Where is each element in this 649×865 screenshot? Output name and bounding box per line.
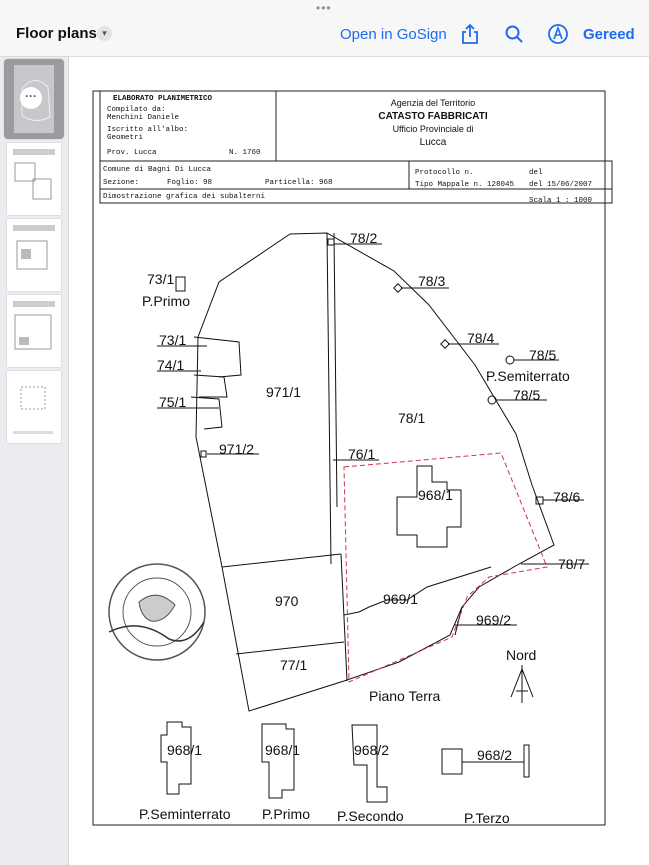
page-thumbnail-1[interactable]	[4, 59, 64, 139]
label-968-1-sem: 968/1	[167, 742, 203, 758]
label-semiterrato: P.Semiterrato	[486, 368, 570, 384]
foglio: Foglio: 98	[167, 179, 213, 187]
thumbnail-preview	[7, 219, 61, 291]
dimostrazione: Dimostrazione grafica dei subalterni	[103, 193, 266, 201]
label-968-2-secondo: 968/2	[354, 742, 390, 758]
label-78-2: 78/2	[350, 230, 378, 246]
label-78-5b: 78/5	[513, 387, 541, 403]
open-in-gosign-button[interactable]: Open in GoSign	[340, 26, 447, 43]
thumbnail-preview	[7, 295, 61, 367]
label-78-7: 78/7	[558, 556, 586, 572]
document-title[interactable]: Floor plans	[16, 25, 97, 42]
label-piano-terra: Piano Terra	[369, 688, 441, 704]
label-p-primo-top: P.Primo	[142, 293, 190, 309]
label-969-2: 969/2	[476, 612, 512, 628]
ellipsis-icon[interactable]: ···	[20, 87, 42, 109]
thumbnail-preview	[7, 371, 61, 443]
building-968-1	[397, 466, 461, 547]
agency-line1: Agenzia del Territorio	[390, 98, 476, 108]
agency-line3: Ufficio Provinciale di	[392, 124, 474, 134]
label-971-2: 971/2	[219, 441, 255, 457]
agency-line4: Lucca	[419, 137, 447, 148]
label-73-1b: 73/1	[159, 332, 187, 348]
label-971-1: 971/1	[266, 384, 302, 400]
parcel-outline	[196, 233, 557, 711]
label-968-2-terzo: 968/2	[477, 747, 513, 763]
thumbnail-preview	[7, 143, 61, 215]
label-78-1: 78/1	[398, 410, 426, 426]
toolbar	[0, 0, 649, 57]
comune: Comune di Bagni Di Lucca	[103, 166, 212, 174]
label-78-5a: 78/5	[529, 347, 557, 363]
compilato-label: Compilato da:	[107, 106, 166, 114]
chevron-down-icon[interactable]: ▾	[97, 26, 112, 41]
n-number: N. 1760	[229, 149, 261, 157]
label-78-4: 78/4	[467, 330, 495, 346]
label-969-1: 969/1	[383, 591, 419, 607]
label-970: 970	[275, 593, 299, 609]
page-thumbnail-4[interactable]	[7, 295, 61, 367]
agency-line2: CATASTO FABBRICATI	[378, 111, 488, 122]
label-78-6: 78/6	[553, 489, 581, 505]
label-74-1: 74/1	[157, 357, 185, 373]
search-icon[interactable]	[503, 23, 525, 45]
grabber-handle[interactable]: •••	[316, 1, 332, 15]
particella: Particella: 968	[265, 179, 333, 187]
box-title: ELABORATO PLANIMETRICO	[113, 95, 213, 103]
label-p-terzo: P.Terzo	[464, 810, 510, 826]
thumbnail-sidebar	[0, 57, 69, 865]
markup-icon[interactable]	[547, 23, 569, 45]
label-p-primo: P.Primo	[262, 806, 310, 822]
page-thumbnail-2[interactable]	[7, 143, 61, 215]
page-thumbnail-5[interactable]	[7, 371, 61, 443]
sezione: Sezione:	[103, 179, 140, 187]
del-date: del 15/06/2007	[529, 181, 593, 189]
albo: Geometri	[107, 134, 144, 142]
label-p-secondo: P.Secondo	[337, 808, 404, 824]
floor-plan-drawing	[69, 57, 649, 865]
document-page	[69, 57, 649, 865]
tipo-mappale: Tipo Mappale n. 128045	[415, 181, 515, 189]
prov: Prov. Lucca	[107, 149, 157, 157]
label-75-1: 75/1	[159, 394, 187, 410]
label-nord: Nord	[506, 647, 537, 663]
label-78-3: 78/3	[418, 273, 446, 289]
label-968-1-primo: 968/1	[265, 742, 301, 758]
label-76-1: 76/1	[348, 446, 376, 462]
del-label: del	[529, 169, 543, 177]
share-icon[interactable]	[459, 23, 481, 45]
scala: Scala 1 : 1000	[529, 197, 593, 205]
iscritto-label: Iscritto all'albo:	[107, 126, 189, 134]
page-thumbnail-3[interactable]	[7, 219, 61, 291]
protocollo: Protocollo n.	[415, 169, 474, 177]
north-arrow-icon	[511, 665, 533, 703]
label-73-1a: 73/1	[147, 271, 175, 287]
done-button[interactable]: Gereed	[583, 26, 635, 43]
compilato-name: Menchini Daniele	[107, 114, 180, 122]
label-p-seminterrato: P.Seminterrato	[139, 806, 231, 822]
stamp-seal	[109, 564, 205, 660]
label-77-1: 77/1	[280, 657, 308, 673]
label-968-1: 968/1	[418, 487, 454, 503]
